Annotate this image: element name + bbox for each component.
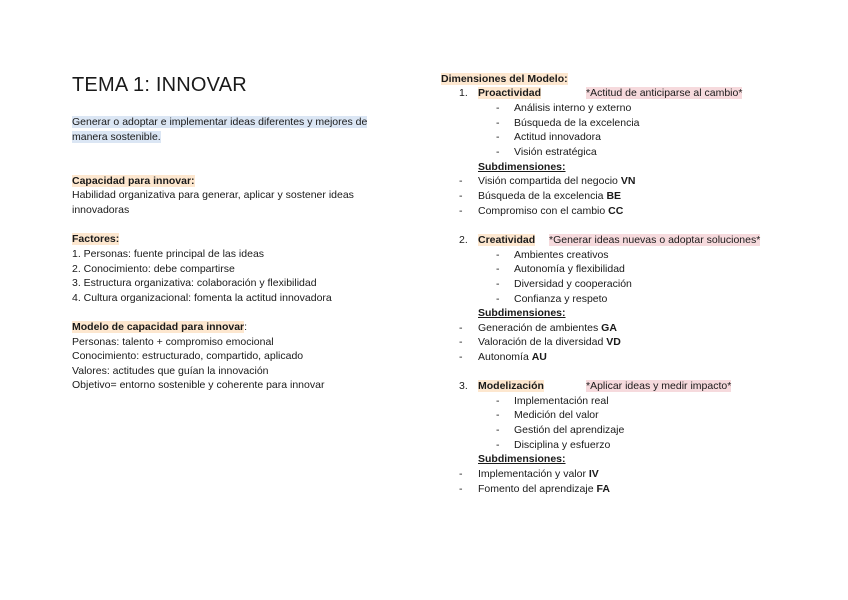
modelo-item: Valores: actitudes que guían la innovación xyxy=(72,365,269,377)
dimension-note xyxy=(586,379,731,393)
dimension-bullet: Búsqueda de la excelencia xyxy=(514,117,640,129)
factor-item: 2. Conocimiento: debe compartirse xyxy=(72,263,235,275)
dimension-note xyxy=(586,86,742,100)
subdimension-text: Generación de ambientes xyxy=(478,322,602,334)
capacidad-heading xyxy=(72,174,195,188)
dimension-name xyxy=(478,233,535,247)
bullet-dash: - xyxy=(459,205,463,217)
subdimension-code: VD xyxy=(606,336,621,348)
subdimensiones-heading: Subdimensiones: xyxy=(478,453,566,465)
subdimension-text: Búsqueda de la excelencia xyxy=(478,190,607,202)
subdimension-text: Fomento del aprendizaje xyxy=(478,483,597,495)
dimension-name-text: Creatividad xyxy=(478,234,536,246)
factor-item: 1. Personas: fuente principal de las ideas xyxy=(72,248,265,260)
bullet-dash: - xyxy=(459,190,463,202)
subdimension-text: Valoración de la diversidad xyxy=(478,336,607,348)
bullet-dash: - xyxy=(496,293,500,305)
modelo-item: Personas: talento + compromiso emocional xyxy=(72,336,274,348)
subdimension-code: FA xyxy=(596,483,610,495)
subdimension-item xyxy=(478,204,623,218)
modelo-item: Conocimiento: estructurado, compartido, aplicado xyxy=(72,350,304,362)
subdimension-item xyxy=(478,189,621,203)
subdimension-code: VN xyxy=(620,175,636,187)
dimension-bullet: Actitud innovadora xyxy=(514,131,601,143)
dimensiones-heading-text: Dimensiones del Modelo: xyxy=(441,73,568,85)
bullet-dash: - xyxy=(496,263,500,275)
bullet-dash: - xyxy=(496,131,500,143)
bullet-dash: - xyxy=(496,439,500,451)
bullet-dash: - xyxy=(459,483,463,495)
dimension-note xyxy=(549,233,760,247)
dimension-bullet: Visión estratégica xyxy=(514,146,597,158)
subdimension-item xyxy=(478,174,635,188)
bullet-dash: - xyxy=(459,175,463,187)
page-title: TEMA 1: INNOVAR xyxy=(72,74,247,96)
dimension-bullet: Diversidad y cooperación xyxy=(514,278,632,290)
dimension-bullet: Autonomía y flexibilidad xyxy=(514,263,625,275)
dimension-bullet: Confianza y respeto xyxy=(514,293,608,305)
bullet-dash: - xyxy=(496,395,500,407)
subdimension-item xyxy=(478,335,621,349)
subdimensiones-heading: Subdimensiones: xyxy=(478,161,566,173)
dimension-bullet: Medición del valor xyxy=(514,409,599,421)
bullet-dash: - xyxy=(496,117,500,129)
modelo-item: Objetivo= entorno sostenible y coherente para innovar xyxy=(72,379,325,391)
bullet-dash: - xyxy=(496,249,500,261)
subdimension-text: Autonomía xyxy=(478,351,532,363)
dimension-bullet: Análisis interno y externo xyxy=(514,102,632,114)
dimension-bullet: Disciplina y esfuerzo xyxy=(514,439,611,451)
dimension-note-text: *Actitud de anticiparse al cambio* xyxy=(586,87,743,99)
factor-item: 4. Cultura organizacional: fomenta la actitud innovadora xyxy=(72,292,332,304)
bullet-dash: - xyxy=(459,351,463,363)
bullet-dash: - xyxy=(496,278,500,290)
capacidad-heading-text: Capacidad para innovar: xyxy=(72,175,195,187)
modelo-heading-colon: : xyxy=(244,321,248,333)
subdimension-text: Implementación y valor xyxy=(478,468,589,480)
factor-item: 3. Estructura organizativa: colaboración y flexibilidad xyxy=(72,277,317,289)
subdimension-text: Visión compartida del negocio xyxy=(478,175,621,187)
modelo-heading-text: Modelo de capacidad para innovar xyxy=(72,321,245,333)
dimension-number: 3. xyxy=(459,380,468,392)
bullet-dash: - xyxy=(496,102,500,114)
subdimension-code: GA xyxy=(601,322,617,334)
bullet-dash: - xyxy=(496,146,500,158)
bullet-dash: - xyxy=(459,336,463,348)
factores-heading xyxy=(72,232,119,246)
intro-text: Generar o adoptar e implementar ideas diferentes y mejores de manera sostenible. xyxy=(72,116,368,143)
dimension-name-text: Modelización xyxy=(478,380,544,392)
dimension-number: 1. xyxy=(459,87,468,99)
subdimension-code: CC xyxy=(608,205,624,217)
capacidad-text-1: Habilidad organizativa para generar, aplicar y sostener ideas xyxy=(72,189,354,201)
dimension-name-text: Proactividad xyxy=(478,87,542,99)
subdimension-code: AU xyxy=(531,351,547,363)
dimension-note-text: *Generar ideas nuevas o adoptar soluciones* xyxy=(549,234,761,246)
bullet-dash: - xyxy=(459,322,463,334)
subdimension-code: IV xyxy=(588,468,599,480)
subdimension-code: BE xyxy=(606,190,622,202)
subdimension-item xyxy=(478,467,599,481)
bullet-dash: - xyxy=(496,409,500,421)
dimension-bullet: Ambientes creativos xyxy=(514,249,609,261)
subdimension-item xyxy=(478,482,610,496)
dimension-note-text: *Aplicar ideas y medir impacto* xyxy=(586,380,732,392)
subdimension-text: Compromiso con el cambio xyxy=(478,205,609,217)
bullet-dash: - xyxy=(459,468,463,480)
dimension-name xyxy=(478,379,544,393)
dimensiones-heading xyxy=(441,72,568,86)
subdimensiones-heading: Subdimensiones: xyxy=(478,307,566,319)
modelo-heading xyxy=(72,320,247,334)
subdimension-item xyxy=(478,321,617,335)
dimension-bullet: Gestión del aprendizaje xyxy=(514,424,625,436)
capacidad-text-2: innovadoras xyxy=(72,204,130,216)
bullet-dash: - xyxy=(496,424,500,436)
dimension-bullet: Implementación real xyxy=(514,395,609,407)
subdimension-item xyxy=(478,350,547,364)
intro-definition xyxy=(72,115,392,144)
dimension-number: 2. xyxy=(459,234,468,246)
dimension-name xyxy=(478,86,541,100)
factores-heading-text: Factores: xyxy=(72,233,120,245)
